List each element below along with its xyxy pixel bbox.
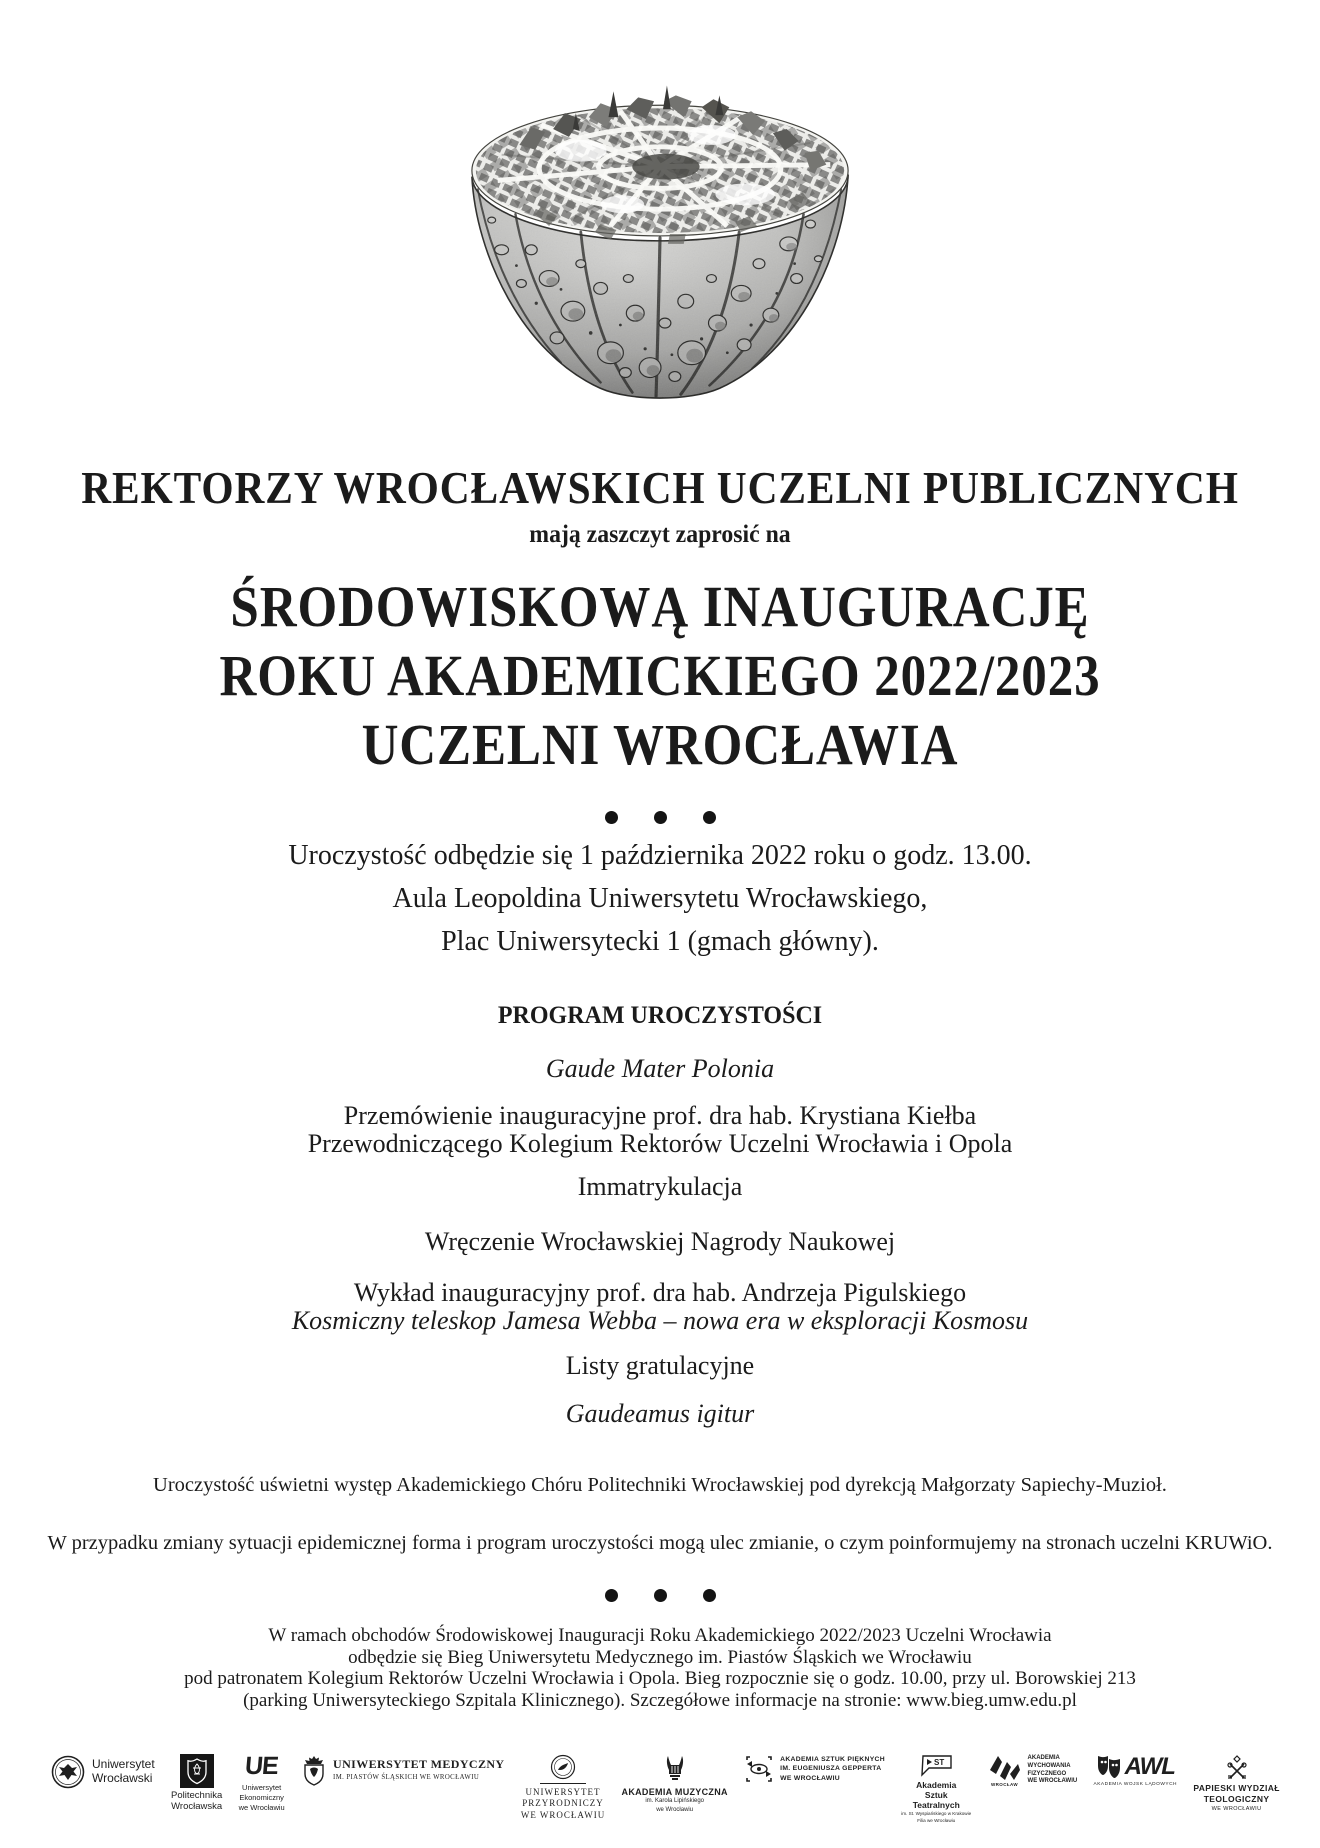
logo-label: WE WROCŁAWIU	[520, 1809, 606, 1820]
logo-label: Sztuk	[924, 1789, 948, 1800]
pwr-shield-icon	[180, 1754, 214, 1788]
program-item-award: Wręczenie Wrocławskiej Nagrody Naukowej	[424, 1227, 896, 1256]
logo-label: PRZYRODNICZY	[522, 1798, 604, 1809]
university-logos-row	[50, 1754, 1280, 1824]
logo-label: IM. EUGENIUSZA GEPPERTA	[780, 1765, 882, 1773]
run-line-3: pod patronatem Kolegium Rektorów Uczelni Wrocławia i Opola. Bieg rozpocznie się o godz. 10.00, przy ul. Borowskiej 213	[184, 1668, 1136, 1689]
logo-label: AKADEMIA	[1027, 1754, 1060, 1761]
logo-label: Ekonomiczny	[239, 1792, 284, 1802]
program-speech-line-2: Przewodniczącego Kolegium Rektorów Uczelni Wrocławia i Opola	[307, 1129, 1013, 1158]
main-title-line-1: ŚRODOWISKOWĄ INAUGURACJĘ	[230, 574, 1090, 639]
umed-crest-icon	[301, 1754, 327, 1786]
logo-uniwersytet-przyrodniczy	[521, 1754, 605, 1821]
logo-label: Wrocławski	[92, 1771, 153, 1785]
run-announcement	[0, 1625, 1320, 1711]
upwr-seal-icon	[550, 1754, 576, 1780]
main-title-line-3: UCZELNI WROCŁAWIA	[361, 712, 959, 777]
logo-papieski-wydzial-teologiczny	[1193, 1754, 1280, 1812]
divider	[540, 1783, 586, 1784]
logo-label: WE WROCŁAWIU	[1211, 1806, 1262, 1813]
epidemic-note: W przypadku zmiany sytuacji epidemicznej forma i program uroczystości mogą ulec zmianie, o czym poinformujemy na stronach uczelni KRUWiO.	[47, 1532, 1273, 1554]
logo-label: im. Karola Lipińskiego	[645, 1798, 705, 1805]
program-item-gaude-mater-polonia: Gaude Mater Polonia	[545, 1054, 775, 1083]
awf-flash-icon	[988, 1754, 1022, 1782]
logo-label: WYCHOWANIA	[1027, 1762, 1071, 1769]
lyre-icon	[664, 1754, 686, 1784]
event-details	[0, 834, 1320, 963]
svg-text:ST: ST	[934, 1758, 945, 1767]
logo-uniwersytet-medyczny	[301, 1754, 504, 1786]
program-speech-line-1: Przemówienie inauguracyjne prof. dra hab. Krystiana Kiełba	[343, 1101, 977, 1130]
program-item-immatriculation: Immatrykulacja	[577, 1172, 743, 1201]
logo-label: WE WROCŁAWIU	[780, 1774, 840, 1782]
event-date-line: Uroczystość odbędzie się 1 października 2022 roku o godz. 13.00.	[288, 840, 1032, 871]
logo-akademia-sztuk-teatralnych	[901, 1754, 971, 1824]
program-item-speech	[0, 1102, 1320, 1158]
logo-label: Filia we Wrocławiu	[917, 1818, 956, 1824]
ue-lettermark-icon: UE	[244, 1752, 280, 1780]
engraved-city-hemisphere-icon	[462, 55, 858, 403]
separator-dots-bottom	[0, 1589, 1320, 1602]
event-venue-line: Aula Leopoldina Uniwersytetu Wrocławskiego,	[392, 883, 928, 914]
event-address-line: Plac Uniwersytecki 1 (gmach główny).	[441, 926, 879, 957]
choir-note: Uroczystość uświetni występ Akademickiego Chóru Politechniki Wrocławskiej pod dyrekcją Małgorzaty Sapiechy-Muzioł.	[153, 1474, 1167, 1496]
logo-label: Akademia	[916, 1780, 957, 1790]
logo-label: Teatralnych	[912, 1799, 960, 1810]
program-item-letters: Listy gratulacyjne	[565, 1351, 755, 1380]
invite-heading: REKTORZY WROCŁAWSKICH UCZELNI PUBLICZNYCH	[81, 462, 1239, 513]
logo-label: IM. PIASTÓW ŚLĄSKICH WE WROCŁAWIU	[333, 1773, 480, 1781]
run-line-4: (parking Uniwersyteckiego Szpitala Klinicznego). Szczegółowe informacje na stronie: www.bieg.umw.edu.pl	[243, 1689, 1077, 1711]
logo-label: Uniwersytet	[92, 1757, 155, 1772]
ast-badge-icon	[919, 1754, 953, 1778]
program-lecture-title: Kosmiczny teleskop Jamesa Webba – nowa era w eksploracji Kosmosu	[291, 1306, 1029, 1335]
logo-label: we Wrocławiu	[238, 1802, 285, 1812]
logo-uniwersytet-ekonomiczny	[239, 1754, 285, 1812]
awl-lettermark-icon: AWL	[1124, 1753, 1175, 1780]
asp-eye-icon	[744, 1754, 774, 1784]
main-title-line-2: ROKU AKADEMICKIEGO 2022/2023	[219, 643, 1101, 708]
dot-icon	[703, 1589, 716, 1602]
invite-subheading: mają zaszczyt zaprosić na	[529, 521, 791, 548]
program-lecture-line: Wykład inauguracyjny prof. dra hab. Andrzeja Pigulskiego	[353, 1278, 967, 1307]
program-item-gaudeamus: Gaudeamus igitur	[565, 1399, 755, 1428]
dot-icon	[654, 1589, 667, 1602]
logo-label: we Wrocławiu	[656, 1806, 694, 1813]
logo-label: PAPIESKI WYDZIAŁ	[1193, 1783, 1280, 1793]
awl-masks-icon	[1096, 1754, 1122, 1780]
dot-icon	[703, 811, 716, 824]
logo-label: TEOLOGICZNY	[1203, 1794, 1270, 1805]
program-item-lecture	[0, 1279, 1320, 1335]
logo-akademia-wychowania-fizycznego	[988, 1754, 1078, 1787]
run-line-1: W ramach obchodów Środowiskowej Inauguracji Roku Akademickiego 2022/2023 Uczelni Wrocławia	[268, 1625, 1052, 1646]
dot-icon	[605, 811, 618, 824]
logo-label: AKADEMIA SZTUK PIĘKNYCH	[780, 1756, 885, 1764]
dot-icon	[605, 1589, 618, 1602]
logo-akademia-sztuk-pieknych	[744, 1754, 885, 1784]
logo-label: Uniwersytet	[242, 1783, 282, 1792]
logo-label: AKADEMIA MUZYCZNA	[621, 1787, 728, 1797]
logo-label: Wrocławska	[171, 1800, 223, 1812]
logo-label: UNIWERSYTET	[525, 1787, 601, 1797]
logo-label: FIZYCZNEGO	[1027, 1770, 1067, 1777]
awf-city-label: WROCŁAW	[991, 1782, 1019, 1787]
run-line-2: odbędzie się Bieg Uniwersytetu Medycznego im. Piastów Śląskich we Wrocławiu	[348, 1646, 972, 1668]
separator-dots-top	[0, 811, 1320, 824]
logo-uniwersytet-wroclawski	[50, 1754, 155, 1790]
uwr-eagle-seal-icon	[50, 1754, 86, 1790]
engraved-city-hemisphere-illustration	[462, 55, 858, 403]
awf-flash-block	[988, 1754, 1022, 1787]
logo-label: Politechnika	[171, 1790, 223, 1801]
dot-icon	[654, 811, 667, 824]
logo-akademia-muzyczna	[622, 1754, 728, 1814]
logo-label: AKADEMIA WOJSK LĄDOWYCH	[1093, 1782, 1177, 1787]
program-heading: PROGRAM UROCZYSTOŚCI	[497, 1002, 823, 1029]
logo-akademia-wojsk-ladowych	[1094, 1754, 1177, 1787]
main-title	[79, 572, 1241, 779]
logo-label: im. St. Wyspiańskiego w Krakowie	[901, 1811, 972, 1817]
crossed-keys-icon	[1224, 1754, 1250, 1780]
logo-politechnika-wroclawska	[171, 1754, 222, 1812]
logo-label: WE WROCŁAWIU	[1027, 1778, 1078, 1785]
logo-label: UNIWERSYTET MEDYCZNY	[333, 1757, 505, 1772]
